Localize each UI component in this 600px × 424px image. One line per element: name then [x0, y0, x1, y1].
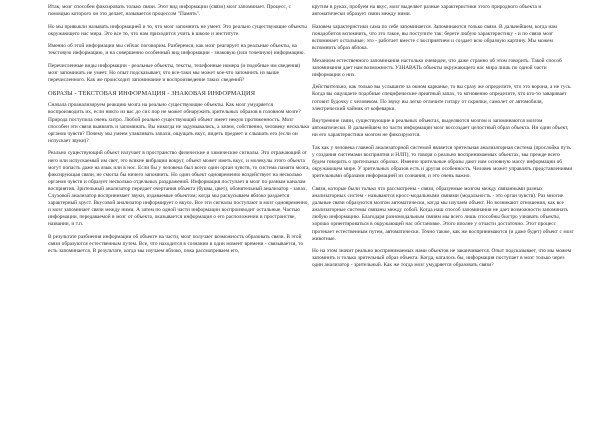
- paragraph: Но мы привыкли называть информацией и то, что мозг запомнить не умеет. Это реально существующие объекты окружающего нас мира. Это все то, что нам приходится учить в школе и институте.: [48, 23, 307, 37]
- paragraph: Сначала проанализируем реакцию мозга на реально существующие объекты. Как мозг умудряется воспроизводить их, если никто из вас до сих пор не может обнаружить зрительных образов в головном мозге? Природа поступила очень хитро. Любой реально существующий объект имеет некую протяженность. Мозг способен эти связи выявлять и запоминать. Вы никогда не задумывались, а зачем, собственно, человеку несколько органов чувств? Почему мы умеем улавливать запахи, ощущать вкус, видеть предмет и слышать его (если он испускает звуки)?: [48, 102, 310, 144]
- right-column: [312, 4, 574, 275]
- paragraph: В результате разбиения информации об объекте на части, мозг получает возможность образовать связи. В этой связи образуются естественным путем. Все, что находится в сознании в один момент времени - связывается, то есть запоминается. В результате, когда мы изучаем яблоко, пока рассматриваем его,: [48, 233, 304, 255]
- paragraph: Итак, мозг способен фиксировать только связи. Этот вид информации (связи) мозг запоминает. Процесс, с помощью которого он это делает, называется процессом "Память".: [48, 4, 291, 18]
- paragraph: Но на этом значит реально воспринимаемых нами объектов не заканчивается. Опыт подсказывает, что мы можем запомнить и только зрительный образ объекта. Когда, каталось бы, информация поступает в мозг только через один анализатор - зрительный. Как же тогда мозг умудряется образовать связи?: [312, 248, 572, 269]
- paragraph: Реально существующий объект излучает в пространство физические и химические сигналы. Это отражающий от него или испускаемый им свет, это всякие вибрации вокруг, объект может иметь вкус, и молекулы этого объекта могут попасть даже на язык или в нос. Если бы у человека был всего один орган чувств, то система памяти мозга, фиксирующая связи, не смогла бы ничего запомнить. Но один объект одновременно воздействует на несколько органов чувств и образует несколько отдельных раздражений. Информация поступает в мозг по разным каналам восприятия. Зрительный анализатор передает очертания объекта (буквы, цвет), обонятельный анализатор - запах. Слуховой анализатор воспринимает звуки, издаваемые объектом; когда мы раскусываем яблоко раздается характерный хруст. Вкусовой анализатор информирует о вкусе. Все эти сигналы поступают в мозг одновременно, и мозг запоминает связи между ними. А затем по одной части информации воспроизводит остальные. Частью информации, передаваемой в мозг от объекта, оказывается информация о его расположении в пространстве, названии, и т.п.: [48, 150, 310, 228]
- left-column: [48, 4, 310, 261]
- paragraph: крутим в руках, пробуем на вкус, мозг выделяет разные характеристики этого природного объекта и автоматически образует связи между ними.: [312, 4, 542, 18]
- paragraph: Назовем характеристики сама по себе запоминается. Запоминаются только связи. В дальнейшем, когда нам понадобится вспомнить, что это такое, вы поступите так: берете любую характеристику - и по связи мозг вспоминает остальные; это - работает вместе с восприятием и создает всю образную картину. Мы можем вспомнить образ яблока.: [312, 23, 557, 51]
- paragraph: Перечисленные виды информации - реальные объекты, тексты, телефонные номера (и подобные им сведения) мозг запоминать не умеет. Но опыт подсказывает, что все-таки мы может кое-что запомнить из выше перечисленного. Как же происходит запоминание и воспроизведение таких сведений?: [48, 63, 301, 84]
- section-heading: ОБРАЗЫ - ТЕКСТОВАЯ ИНФОРМАЦИЯ - ЗНАКОВАЯ ИНФОРМАЦИЯ: [48, 90, 256, 98]
- paragraph: Именно об этой информации мы сейчас поговорим. Разберемся, как мозг реагирует на реальные объекты, на текстовую информацию, и на совершенно особенный вид информации - знаковую (или точечную) информацию.: [48, 43, 305, 57]
- paragraph: Механизм естественного запоминания настолько очевиден, что даже странно об этом говорить. Такой способ запоминания дает нам возможность УЗНАВАТЬ объекты окружающего нас мира лишь по одной части информации о них.: [312, 57, 562, 78]
- paragraph: Внутренние связи, существующие в реальных объектах, выделяются мозгом и запоминаются мозгом автоматически. В дальнейшем по части информации мозг воссоздает целостный образ объекта. Ни один объект, ни его характеристики мозгом не фиксируются.: [312, 118, 569, 139]
- paragraph: Связи, которые были только что рассмотрены - связи, образуемые мозгом между связанными разных анализаторных систем - называются кросс-модальными связями (модальность - это орган чувств). Раз многие дальные связи образуются мозгом автоматически, когда мы изучаем объект. Но возникают отношения, как все анализаторные системы связаны между собой. Когда наш способ запоминания не дает возможности запоминать любую информацию. Благодаря разномодальным связям мы всего лишь способны быстро узнавать объекты, хорошо ориентироваться в окружающей нас обстановке. Этого вполне у отчасти достаточно. Этот процесс протекает естественным путем, автоматически. Точно также, как же воспринимаются (и даже будет) объект с мозг животные.: [312, 185, 574, 242]
- paragraph: Так как у человека главной анализаторной системой является зрительная анализаторная система (прослойка путь у создания системами восприятия и НЛП), то говоря о реально воспринимаемых объектах, мы прежде всего будем говорить о зрительных образах. Именно зрительные образы дают нам основную массу информации об окружающем мире. У зрительных образов есть и другая особенность. Человек может управлять представлениями зрительными образами информацией из сознания, и это очень важно.: [312, 145, 573, 180]
- paragraph: Действительно, как только вы услышите за окном карканье, то вы сразу же определите, что это ворона, а не гусь. Когда вы ощущаете подобные специфические приятный запах, то мгновенно определите, что кто-то заваривает готовит будочку с человеком. По звуку вы легко отличите гитару от скрипки, самолет от автомобиля, электрический чайник от кофеварки.: [312, 84, 572, 112]
